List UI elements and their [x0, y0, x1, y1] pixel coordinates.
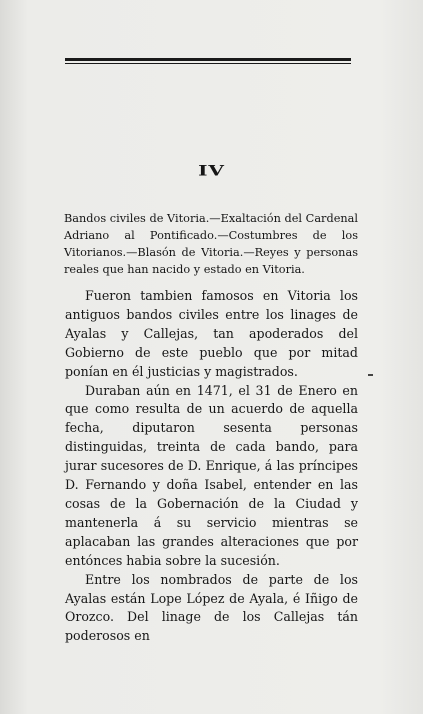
chapter-number: IV: [198, 162, 225, 179]
chapter-summary: [64, 210, 358, 278]
chapter-summary-text: Bandos civiles de Vitoria.—Exaltación del Cardenal Adriano al Pontificado.—Costumbres de los Vitorianos.—Blasón de Vitoria.—Reyes y personas reales que han nacido y estado en Vitoria.: [64, 212, 358, 276]
paragraph: Duraban aún en 1471, el 31 de Enero en que como resulta de un acuerdo de aquella fecha, diputaron sesenta personas distinguidas, treinta de cada bando, para jurar sucesores de D. Enrique, á las príncipes D. Fernando y doña Isabel, entender en las cosas de la Gobernación de la Ciudad y mantenerla á su servicio mientras se aplacaban las grandes alteraciones que por entónces habia sobre la sucesión.: [65, 382, 358, 568]
margin-mark: [368, 374, 373, 376]
chapter-body: [65, 287, 358, 646]
paragraph: Entre los nombrados de parte de los Ayalas están Lope López de Ayala, é Iñigo de Orozco. Del linage de los Callejas tán poderosos en: [65, 571, 358, 644]
top-rule-thin: [65, 63, 351, 64]
top-rule-thick: [65, 58, 351, 61]
paragraph: Fueron tambien famosos en Vitoria los antiguos bandos civiles entre los linages de Ayalas y Callejas, tan apoderados del Gobierno de este pueblo que por mitad ponían en él justicias y magistrados.: [65, 288, 358, 379]
